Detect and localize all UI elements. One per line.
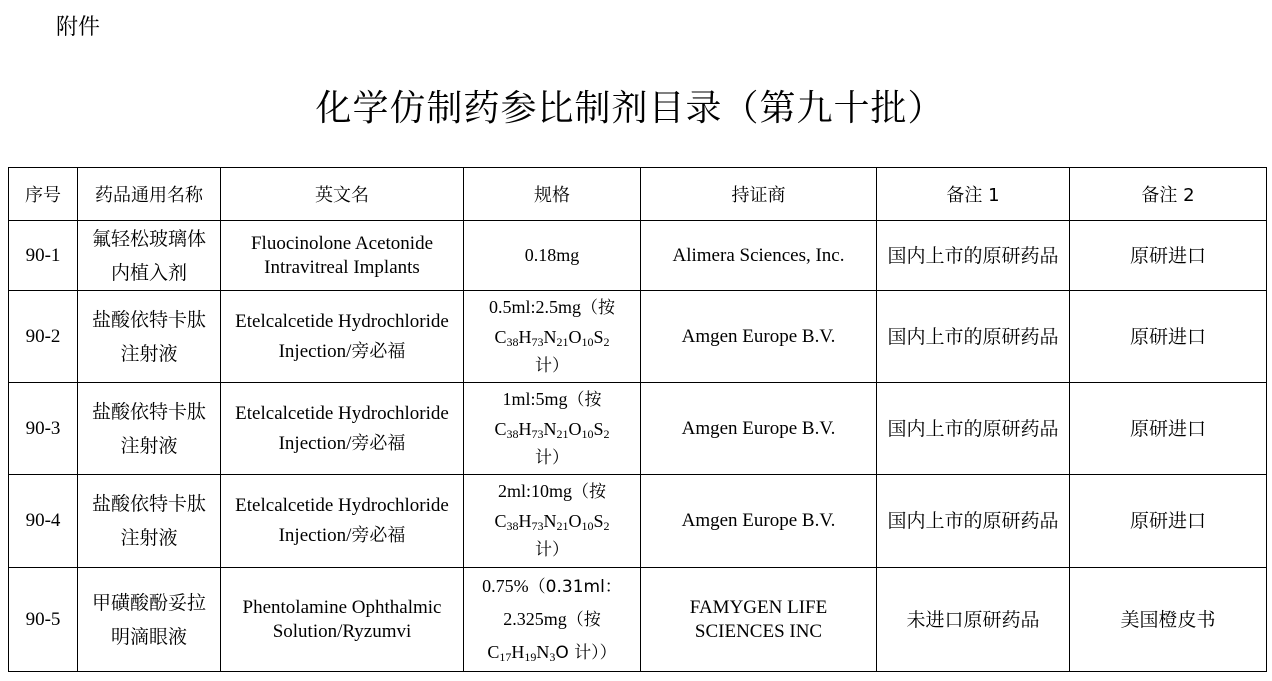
spec-line-2: 2.325mg（按 (503, 609, 601, 630)
row-license-holder (641, 568, 877, 672)
spec-formula: $C_{38}H_{73}N_{21}O_{10}S_2$ (494, 326, 610, 349)
spec-formula: $C_{38}H_{73}N_{21}O_{10}S_2$ (494, 511, 610, 533)
table-row (9, 291, 1267, 383)
row-generic-name: 盐酸依特卡肽注射液 (78, 383, 221, 475)
row-note-1: 未进口原研药品 (877, 568, 1070, 672)
reference-drug-table (8, 167, 1267, 672)
header-english-name: 英文名 (221, 168, 464, 221)
row-english-name (221, 475, 464, 568)
row-note-2: 原研进口 (1070, 221, 1267, 291)
english-name-line-1: Fluocinolone Acetonide (250, 232, 434, 254)
spec-formula: $C_{38}H_{73}N_{21}O_{10}S_2$ (494, 418, 610, 441)
english-name-line-1: Etelcalcetide Hydrochloride (235, 310, 449, 332)
row-specification (464, 383, 641, 475)
attachment-label: 附件 (56, 15, 101, 40)
spec-formula: $C_{17}H_{19}N_3O$ 计）） (487, 642, 617, 664)
row-note-2: 美国橙皮书 (1070, 568, 1267, 672)
row-generic-name: 甲磺酸酚妥拉明滴眼液 (78, 568, 221, 672)
table-row (9, 383, 1267, 475)
english-name-line-1: Phentolamine Ophthalmic (242, 596, 442, 618)
row-specification (464, 221, 641, 291)
spec-line-3: 计） (535, 355, 569, 376)
row-specification (464, 568, 641, 672)
header-specification: 规格 (464, 168, 641, 221)
table-row (9, 475, 1267, 568)
row-license-holder: Amgen Europe B.V. (641, 383, 877, 475)
spec-line-1: 2ml:10mg（按 (497, 481, 606, 502)
spec-line-3: 计） (535, 447, 569, 468)
row-specification (464, 475, 641, 568)
row-serial: 90-2 (9, 291, 78, 383)
row-english-name (221, 291, 464, 383)
row-note-2: 原研进口 (1070, 291, 1267, 383)
row-license-holder: Amgen Europe B.V. (641, 475, 877, 568)
row-english-name (221, 568, 464, 672)
english-name-line-1: Etelcalcetide Hydrochloride (235, 402, 449, 424)
header-generic-name: 药品通用名称 (78, 168, 221, 221)
row-english-name (221, 383, 464, 475)
header-serial: 序号 (9, 168, 78, 221)
english-name-line-2: Injection/旁必福 (278, 340, 406, 362)
english-name-line-1: Etelcalcetide Hydrochloride (235, 495, 449, 516)
page-title: 化学仿制药参比制剂目录（第九十批） (315, 88, 945, 129)
row-serial: 90-1 (9, 221, 78, 291)
row-generic-name: 盐酸依特卡肽注射液 (78, 291, 221, 383)
spec-line-1: 1ml:5mg（按 (502, 388, 602, 410)
row-generic-name: 盐酸依特卡肽注射液 (78, 475, 221, 568)
english-name-line-2: Injection/旁必福 (278, 432, 406, 454)
spec-value: 0.18mg (524, 245, 580, 265)
row-note-2: 原研进口 (1070, 475, 1267, 568)
row-license-holder: Amgen Europe B.V. (641, 291, 877, 383)
row-note-1: 国内上市的原研药品 (877, 291, 1070, 383)
table-header-row (9, 168, 1267, 221)
header-note-1: 备注 1 (877, 168, 1070, 221)
row-english-name (221, 221, 464, 291)
header-license-holder: 持证商 (641, 168, 877, 221)
english-name-line-2: Solution/Ryzumvi (272, 620, 412, 642)
table-row (9, 221, 1267, 291)
row-serial: 90-4 (9, 475, 78, 568)
spec-line-1: 0.5ml:2.5mg（按 (488, 296, 615, 318)
row-serial: 90-3 (9, 383, 78, 475)
row-serial: 90-5 (9, 568, 78, 672)
spec-line-3: 计） (535, 540, 569, 560)
row-generic-name: 氟轻松玻璃体内植入剂 (78, 221, 221, 291)
row-license-holder: Alimera Sciences, Inc. (641, 221, 877, 291)
holder-line-2: SCIENCES INC (694, 620, 823, 642)
table-row (9, 568, 1267, 672)
english-name-line-2: Intravitreal Implants (264, 256, 420, 278)
english-name-line-2: Injection/旁必福 (278, 525, 406, 546)
holder-line-1: FAMYGEN LIFE (689, 596, 828, 618)
row-note-1: 国内上市的原研药品 (877, 221, 1070, 291)
row-note-2: 原研进口 (1070, 383, 1267, 475)
header-note-2: 备注 2 (1070, 168, 1267, 221)
row-specification (464, 291, 641, 383)
row-note-1: 国内上市的原研药品 (877, 475, 1070, 568)
spec-line-1: 0.75%（0.31ml： (482, 576, 622, 597)
row-note-1: 国内上市的原研药品 (877, 383, 1070, 475)
